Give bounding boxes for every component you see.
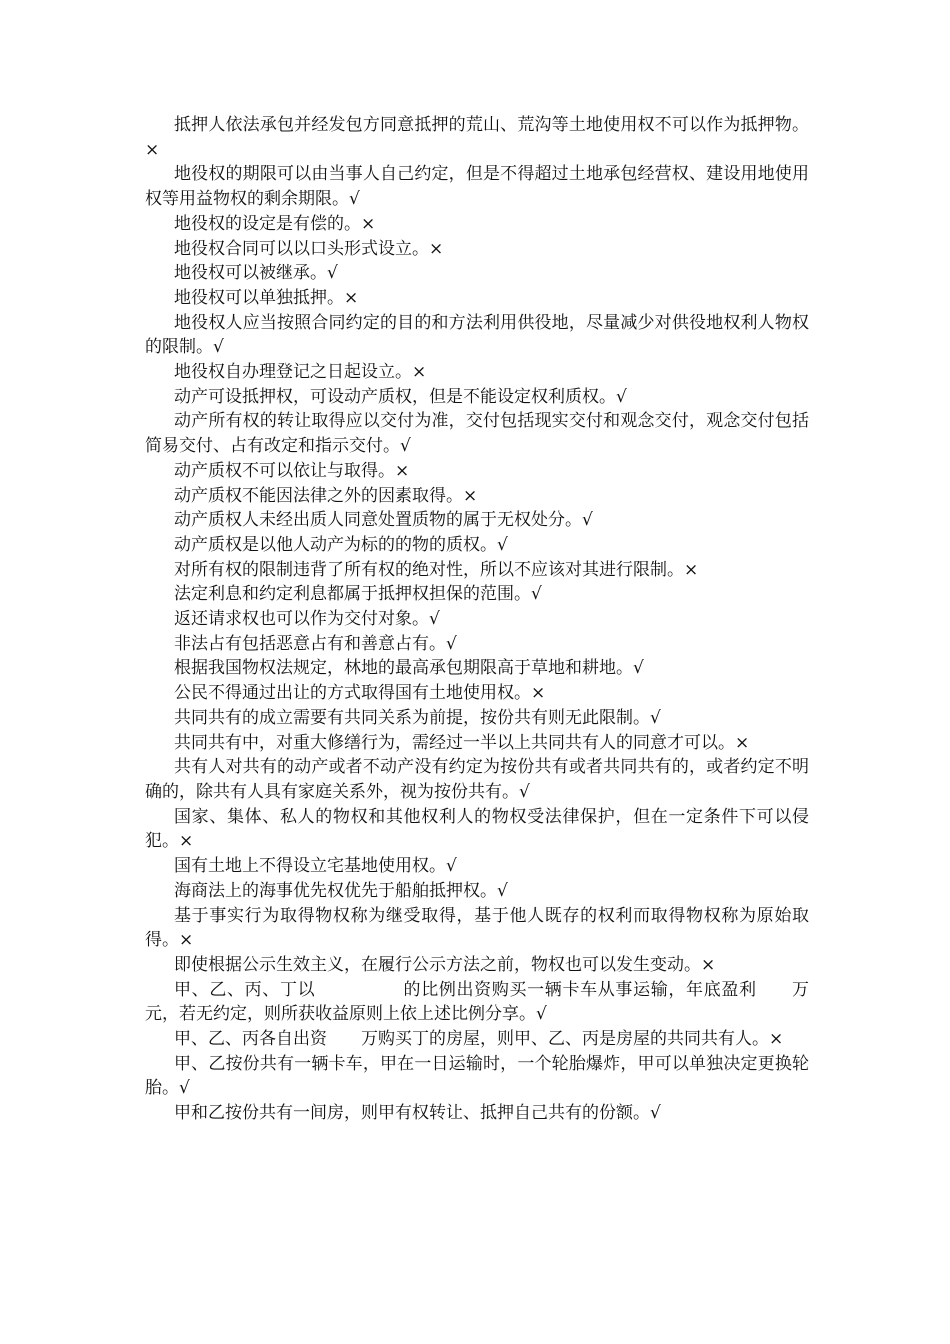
- statement-item: 公民不得通过出让的方式取得国有土地使用权。×: [174, 683, 546, 704]
- statement-item: 海商法上的海事优先权优先于船舶抵押权。√: [174, 880, 508, 901]
- statement-item: 共同共有中，对重大修缮行为，需经过一半以上共同共有人的同意才可以。×: [174, 732, 750, 753]
- statement-item: 国有土地上不得设立宅基地使用权。√: [174, 856, 457, 877]
- statement-item: 基于事实行为取得物权称为继受取得，基于他人既存的权利而取得物权称为原始取得。×: [145, 905, 809, 951]
- statement-item: 甲、乙按份共有一辆卡车，甲在一日运输时，一个轮胎爆炸，甲可以单独决定更换轮胎。√: [145, 1053, 809, 1099]
- statement-item: 根据我国物权法规定，林地的最高承包期限高于草地和耕地。√: [174, 658, 644, 679]
- statement-item: 地役权的设定是有偿的。×: [174, 213, 376, 234]
- statement-item: 抵押人依法承包并经发包方同意抵押的荒山、荒沟等土地使用权不可以作为抵押物。×: [145, 115, 809, 160]
- statement-item: 动产质权不可以依让与取得。×: [174, 460, 410, 481]
- statement-item: 甲、乙、丙、丁以 的比例出资购买一辆卡车从事运输，年底盈利 万元，若无约定，则所获收益原则上依上述比例分享。√: [145, 979, 809, 1025]
- statement-item: 国家、集体、私人的物权和其他权利人的物权受法律保护，但在一定条件下可以侵犯。×: [145, 806, 809, 852]
- statement-item: 动产质权是以他人动产为标的的物的质权。√: [174, 534, 508, 555]
- statement-item: 甲和乙按份共有一间房，则甲有权转让、抵押自己共有的份额。√: [174, 1103, 661, 1124]
- document-page: [145, 113, 809, 1126]
- statement-item: 地役权合同可以以口头形式设立。×: [174, 238, 444, 259]
- statement-item: 地役权可以被继承。√: [174, 263, 338, 284]
- statement-item: 地役权自办理登记之日起设立。×: [174, 362, 427, 383]
- statement-item: 动产可设抵押权，可设动产质权，但是不能设定权利质权。√: [174, 386, 627, 407]
- statement-item: 共有人对共有的动产或者不动产没有约定为按份共有或者共同共有的，或者约定不明确的，除共有人具有家庭关系外，视为按份共有。√: [145, 757, 809, 802]
- statement-item: 动产质权人未经出质人同意处置质物的属于无权处分。√: [174, 510, 593, 531]
- statement-item: 非法占有包括恶意占有和善意占有。√: [174, 633, 457, 654]
- statement-item: 地役权人应当按照合同约定的目的和方法利用供役地，尽量减少对供役地权利人物权的限制。√: [145, 312, 809, 358]
- statement-item: 法定利息和约定利息都属于抵押权担保的范围。√: [174, 584, 542, 605]
- statement-item: 动产质权不能因法律之外的因素取得。×: [174, 485, 478, 506]
- statement-item: 动产所有权的转让取得应以交付为准，交付包括现实交付和观念交付，观念交付包括简易交付、占有改定和指示交付。√: [145, 411, 809, 457]
- statement-item: 地役权的期限可以由当事人自己约定，但是不得超过土地承包经营权、建设用地使用权等用益物权的剩余期限。√: [145, 164, 809, 210]
- statement-item: 即使根据公示生效主义，在履行公示方法之前，物权也可以发生变动。×: [174, 954, 716, 975]
- statement-item: 地役权可以单独抵押。×: [174, 287, 359, 308]
- statement-item: 共同共有的成立需要有共同关系为前提，按份共有则无此限制。√: [174, 707, 661, 728]
- statement-item: 返还请求权也可以作为交付对象。√: [174, 609, 440, 630]
- statement-item: 对所有权的限制违背了所有权的绝对性，所以不应该对其进行限制。×: [174, 559, 699, 580]
- statement-item: 甲、乙、丙各自出资 万购买丁的房屋，则甲、乙、丙是房屋的共同共有人。×: [174, 1029, 784, 1050]
